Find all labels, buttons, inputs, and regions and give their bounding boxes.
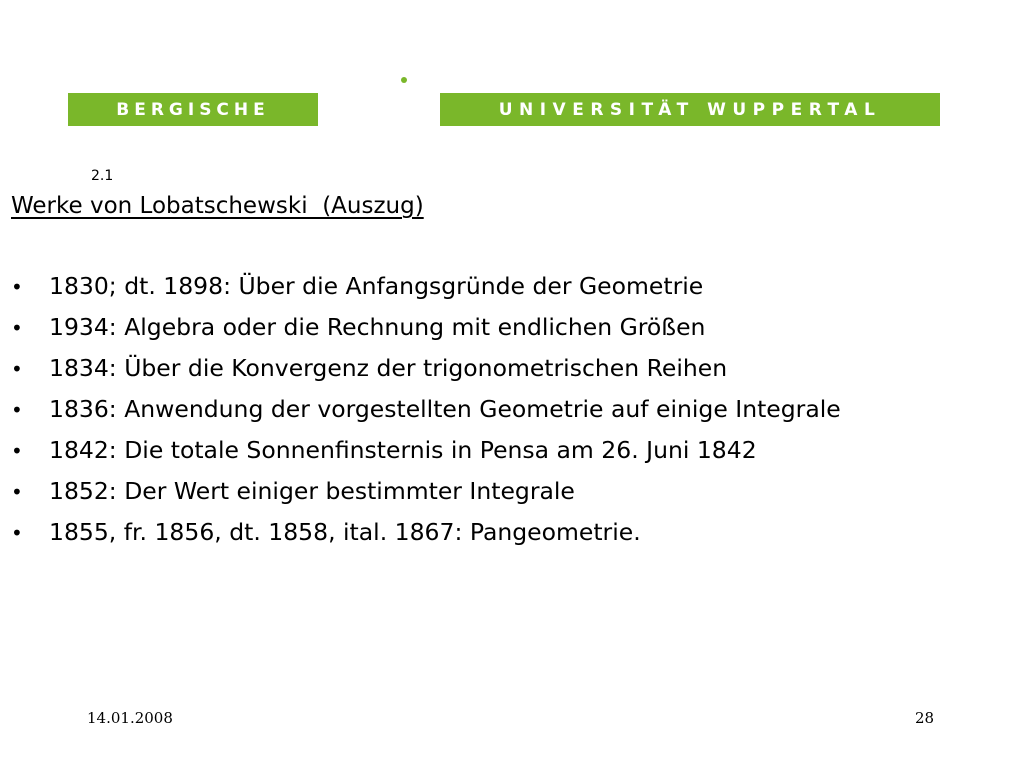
wuppertal-lion-logo-icon (318, 40, 438, 140)
list-item-text: 1830; dt. 1898: Über die Anfangsgründe der Geometrie (49, 272, 704, 300)
bullet-icon: • (11, 398, 23, 422)
bullet-list (11, 272, 1021, 559)
bullet-icon: • (11, 275, 23, 299)
list-item-text: 1852: Der Wert einiger bestimmter Integrale (49, 477, 575, 505)
list-item (11, 313, 1021, 354)
bullet-icon: • (11, 439, 23, 463)
bullet-icon: • (11, 480, 23, 504)
bullet-icon: • (11, 357, 23, 381)
banner-bergische (68, 93, 318, 126)
list-item (11, 272, 1021, 313)
list-item (11, 395, 1021, 436)
list-item-text: 1934: Algebra oder die Rechnung mit endlichen Größen (49, 313, 706, 341)
footer-date: 14.01.2008 (87, 709, 173, 727)
list-item-text: 1855, fr. 1856, dt. 1858, ital. 1867: Pangeometrie. (49, 518, 641, 546)
banner-bergische-text: BERGISCHE (116, 99, 270, 120)
list-item (11, 518, 1021, 559)
list-item (11, 477, 1021, 518)
banner-universitaet-wuppertal (440, 93, 940, 126)
bullet-icon: • (11, 316, 23, 340)
list-item (11, 354, 1021, 395)
list-item-text: 1834: Über die Konvergenz der trigonometrischen Reihen (49, 354, 728, 382)
banner-universitaet-wuppertal-text: UNIVERSITÄT WUPPERTAL (498, 99, 882, 120)
list-item-text: 1842: Die totale Sonnenfinsternis in Pensa am 26. Juni 1842 (49, 436, 757, 464)
list-item (11, 436, 1021, 477)
list-item-text: 1836: Anwendung der vorgestellten Geometrie auf einige Integrale (49, 395, 841, 423)
slide-title: Werke von Lobatschewski (Auszug) (11, 193, 424, 219)
bullet-icon: • (11, 521, 23, 545)
section-number: 2.1 (91, 168, 114, 184)
footer-page-number: 28 (915, 709, 935, 727)
